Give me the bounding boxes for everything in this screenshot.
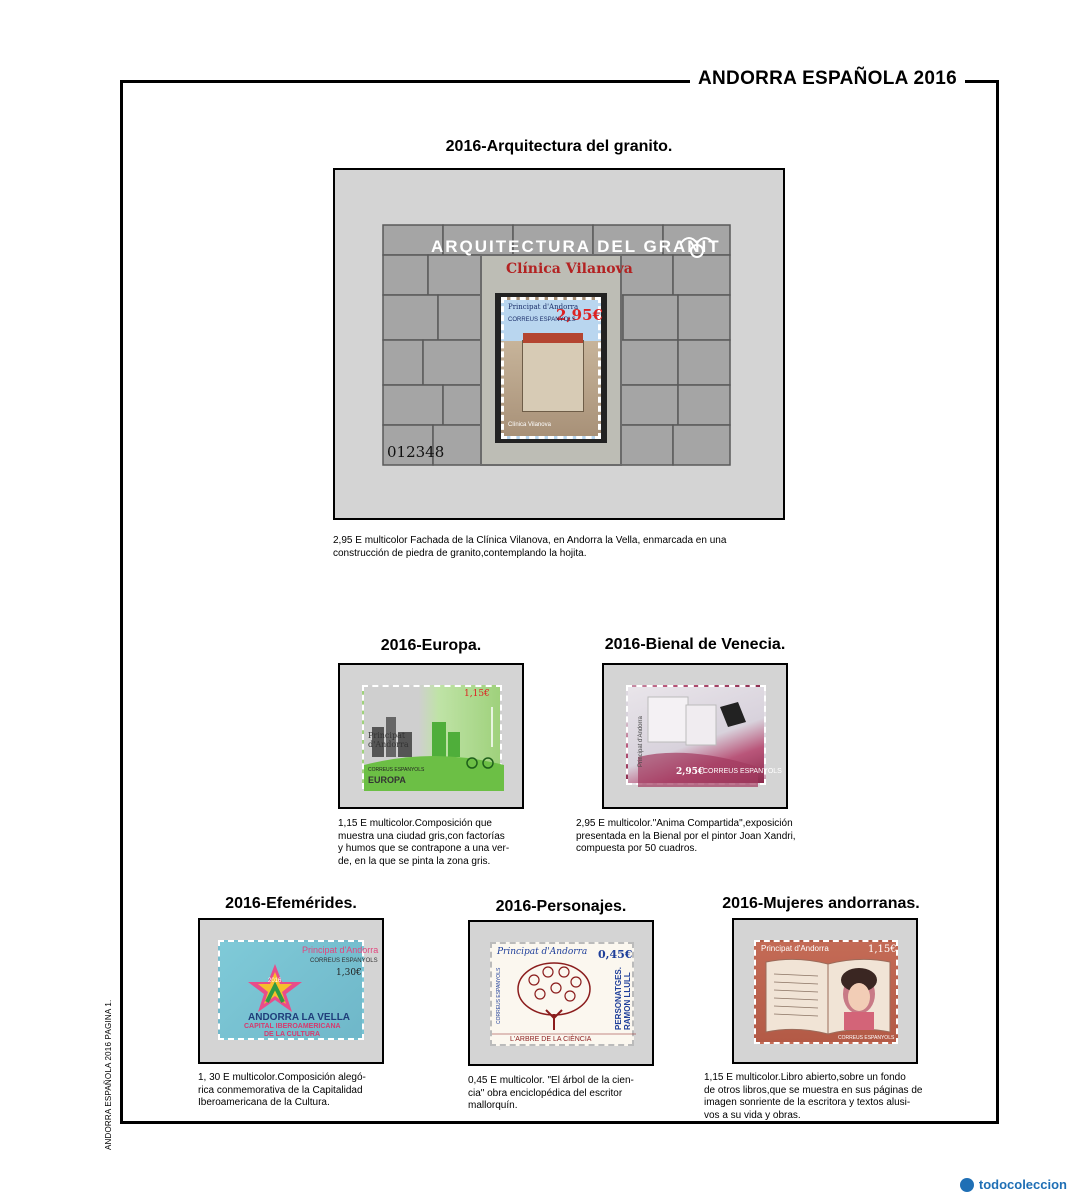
stamp-line1: ANDORRA LA VELLA <box>248 1012 351 1023</box>
section-title-europa: 2016-Europa. <box>380 637 482 654</box>
stamp-year: 2016 <box>268 978 282 984</box>
sheet-banner: ARQUITECTURA DEL GRANIT <box>431 237 721 256</box>
description-europa: 1,15 E multicolor.Composición que muestra una ciudad gris,con factorías y humos que se contrapone a una ver- de, en la que se pinta la zona gris. <box>338 818 510 867</box>
stamp-clinica-vilanova <box>501 297 601 439</box>
stamp-country: Principat d'Andorra <box>508 303 579 311</box>
souvenir-sheet-arquitectura <box>383 225 730 465</box>
mount-personajes <box>468 920 654 1066</box>
stamp-value: 1,30€ <box>336 968 362 978</box>
stamp-bienal <box>626 685 782 785</box>
stamp-postal: CORREUS ESPANYOLS <box>368 767 425 773</box>
mount-mujeres <box>732 918 918 1064</box>
stamp-efemerides <box>218 940 379 1040</box>
page-title: ANDORRA ESPAÑOLA 2016 <box>690 68 965 90</box>
stamp-europa <box>362 685 502 789</box>
stamp-bottom-text: L'ARBRE DE LA CIÈNCIA <box>510 1036 592 1043</box>
page-side-label: ANDORRA ESPAÑOLA 2016 PAGINA 1. <box>104 999 113 1150</box>
stamp-postal: CORREUS ESPANYOLS <box>310 958 378 964</box>
section-title-arquitectura: 2016-Arquitectura del granito. <box>445 138 673 155</box>
stamp-line3: DE LA CULTURA <box>264 1031 320 1038</box>
description-bienal: 2,95 E multicolor."Anima Compartida",exposición presentada en la Bienal por el pintor Joan Xandri, compuesta por 50 cuadros. <box>576 818 796 854</box>
description-personajes: 0,45 E multicolor. "El árbol de la cien- cia" obra enciclopédica del escritor mallorquín. <box>468 1075 634 1111</box>
stamp-postal: CORREUS ESPANYOLS <box>838 1035 895 1041</box>
stamp-mujeres <box>754 940 898 1044</box>
stamp-country: Principat d'Andorra <box>497 947 588 957</box>
stamp-value: 0,45€ <box>598 948 633 961</box>
stamp-value: 1,15€ <box>868 944 897 955</box>
watermark-text: todocoleccion <box>978 1177 1067 1192</box>
stamp-country: Principat d'Andorra <box>638 716 644 767</box>
stamp-country: Principat d'Andorra <box>302 945 379 955</box>
description-arquitectura: 2,95 E multicolor Fachada de la Clínica Vilanova, en Andorra la Vella, enmarcada en una construcción de piedra de granito,contemplando la hojita. <box>333 535 727 559</box>
section-title-mujeres: 2016-Mujeres andorranas. <box>722 895 920 912</box>
sheet-subtitle: Clínica Vilanova <box>506 261 633 277</box>
europa-logo-text: EUROPA <box>368 775 406 785</box>
watermark <box>960 1177 1067 1192</box>
stamp-side-text: PERSONATGES. RAMON LLULL <box>614 967 632 1030</box>
stamp-personajes <box>490 942 634 1046</box>
stamp-postal: CORREUS ESPANYOLS <box>703 768 782 775</box>
section-title-personajes: 2016-Personajes. <box>495 898 627 915</box>
sheet-serial-number: 012348 <box>387 443 445 461</box>
stamp-postal: CORREUS ESPANYOLS <box>508 317 576 323</box>
description-efemerides: 1, 30 E multicolor.Composición alegó- rica conmemorativa de la Capitalidad Iberoamericana de la Cultura. <box>198 1072 366 1108</box>
stamp-value: 2,95€ <box>556 306 603 324</box>
mount-arquitectura <box>333 168 785 520</box>
open-book-illustration <box>756 942 900 1046</box>
stamp-country: Principat d'Andorra <box>761 944 829 953</box>
building-illustration <box>522 340 584 412</box>
mount-efemerides <box>198 918 384 1064</box>
stamp-value: 1,15€ <box>464 689 490 699</box>
stamp-postal: CORREUS ESPANYOLS <box>496 967 502 1024</box>
section-title-efemerides: 2016-Efemérides. <box>225 895 357 912</box>
section-title-bienal: 2016-Bienal de Venecia. <box>604 636 786 653</box>
stamp-value: 2,95€ <box>676 767 705 777</box>
watermark-logo-icon <box>960 1178 974 1192</box>
stamp-country: Principat d'Andorra <box>368 731 409 749</box>
stamp-line2: CAPITAL IBEROAMERICANA <box>244 1023 341 1030</box>
description-mujeres: 1,15 E multicolor.Libro abierto,sobre un fondo de otros libros,que se muestra en sus páginas de imagen sonriente de la escritora y textos alusi- vos a su vida y obras. <box>704 1072 923 1121</box>
mount-europa <box>338 663 524 809</box>
mount-bienal <box>602 663 788 809</box>
stamp-caption: Clínica Vilanova <box>508 422 551 428</box>
